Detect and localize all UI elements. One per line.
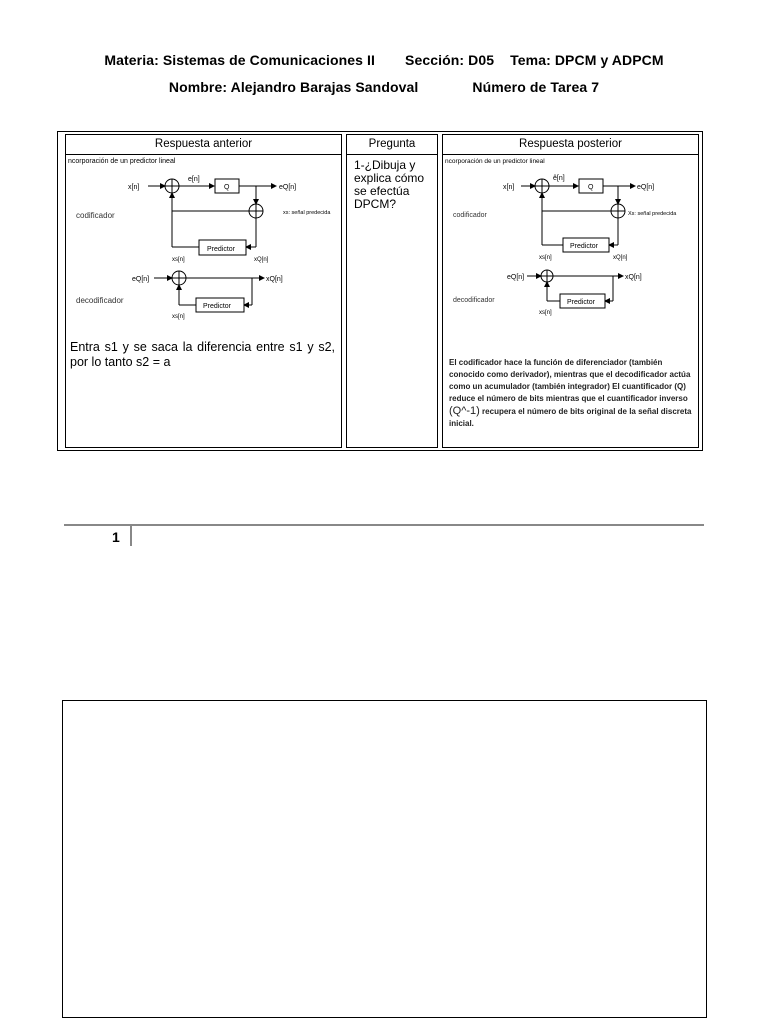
page-number-separator bbox=[130, 526, 132, 546]
svg-text:xQ[n]: xQ[n] bbox=[266, 276, 283, 283]
page-divider bbox=[64, 524, 704, 526]
dpcm-diagram-right bbox=[443, 155, 698, 340]
svg-text:Predictor: Predictor bbox=[207, 246, 236, 253]
svg-text:Predictor: Predictor bbox=[567, 299, 596, 306]
section-text: Sección: D05 bbox=[405, 52, 495, 68]
subject-text: Materia: Sistemas de Comunicaciones II bbox=[104, 52, 376, 68]
col-header-previous: Respuesta anterior bbox=[66, 135, 341, 155]
diagram-title: ncorporación de un predictor lineal bbox=[68, 158, 176, 165]
student-name: Nombre: Alejandro Barajas Sandoval bbox=[168, 79, 419, 95]
svg-text:xQ[n]: xQ[n] bbox=[625, 274, 642, 281]
svg-text:ncorporación de un predictor l: ncorporación de un predictor lineal bbox=[445, 158, 545, 165]
svg-text:eQ[n]: eQ[n] bbox=[507, 274, 525, 281]
next-page-table-frame bbox=[62, 700, 707, 1018]
svg-text:xQ[n]: xQ[n] bbox=[613, 255, 628, 261]
error-label: e[n] bbox=[188, 176, 200, 183]
column-previous-answer bbox=[65, 134, 342, 448]
svg-text:decodificador: decodificador bbox=[453, 297, 495, 304]
column-question bbox=[346, 134, 438, 448]
previous-answer-text: Entra s1 y se saca la diferencia entre s1 y s2, por lo tanto s2 = a bbox=[70, 340, 335, 369]
page-number: 1 bbox=[112, 529, 120, 545]
encoder-label: codificador bbox=[76, 211, 115, 220]
svg-text:x[n]: x[n] bbox=[503, 184, 515, 191]
svg-text:codificador: codificador bbox=[453, 212, 487, 219]
svg-text:eQ[n]: eQ[n] bbox=[637, 184, 655, 191]
svg-text:Predictor: Predictor bbox=[570, 243, 599, 250]
header-line-1 bbox=[0, 52, 768, 68]
svg-text:xs[n]: xs[n] bbox=[539, 310, 552, 316]
svg-text:Predictor: Predictor bbox=[203, 303, 232, 310]
col-header-later: Respuesta posterior bbox=[443, 135, 698, 155]
decoder-label: decodificador bbox=[76, 296, 124, 305]
later-answer-text: El codificador hace la función de diferenciador (también conocido como derivador), mientras que el decodificador actúa como un acumulador (también integrador) El cuantificador (Q) reduce el número de bits mientras que el cuantificador inverso (Q^-1) recupera el número de bits original de la señal discreta inicial. bbox=[449, 358, 692, 428]
svg-text:xs[n]: xs[n] bbox=[172, 257, 185, 263]
svg-text:Xs: señal predecida: Xs: señal predecida bbox=[628, 211, 677, 217]
svg-text:Q: Q bbox=[588, 184, 594, 191]
svg-text:xQ[n]: xQ[n] bbox=[254, 257, 269, 263]
dpcm-diagram-left bbox=[66, 155, 341, 335]
topic-text: Tema: DPCM y ADPCM bbox=[510, 52, 664, 68]
svg-text:Q: Q bbox=[224, 184, 230, 191]
predicted-signal-label: xs: señal predecida bbox=[283, 210, 331, 216]
question-text: 1-¿Dibuja y explica cómo se efectúa DPCM? bbox=[354, 158, 425, 211]
column-later-answer bbox=[442, 134, 699, 448]
svg-text:xs[n]: xs[n] bbox=[539, 255, 552, 261]
col-header-question: Pregunta bbox=[347, 135, 437, 155]
input-label: x[n] bbox=[128, 184, 140, 191]
header-line-2 bbox=[0, 79, 768, 95]
answer-table bbox=[57, 131, 703, 451]
svg-text:xs[n]: xs[n] bbox=[172, 314, 185, 320]
svg-text:ê[n]: ê[n] bbox=[553, 175, 565, 182]
decoder-input-label: eQ[n] bbox=[132, 276, 150, 283]
quantized-error-label: eQ[n] bbox=[279, 184, 297, 191]
assignment-number: Número de Tarea 7 bbox=[472, 79, 600, 95]
